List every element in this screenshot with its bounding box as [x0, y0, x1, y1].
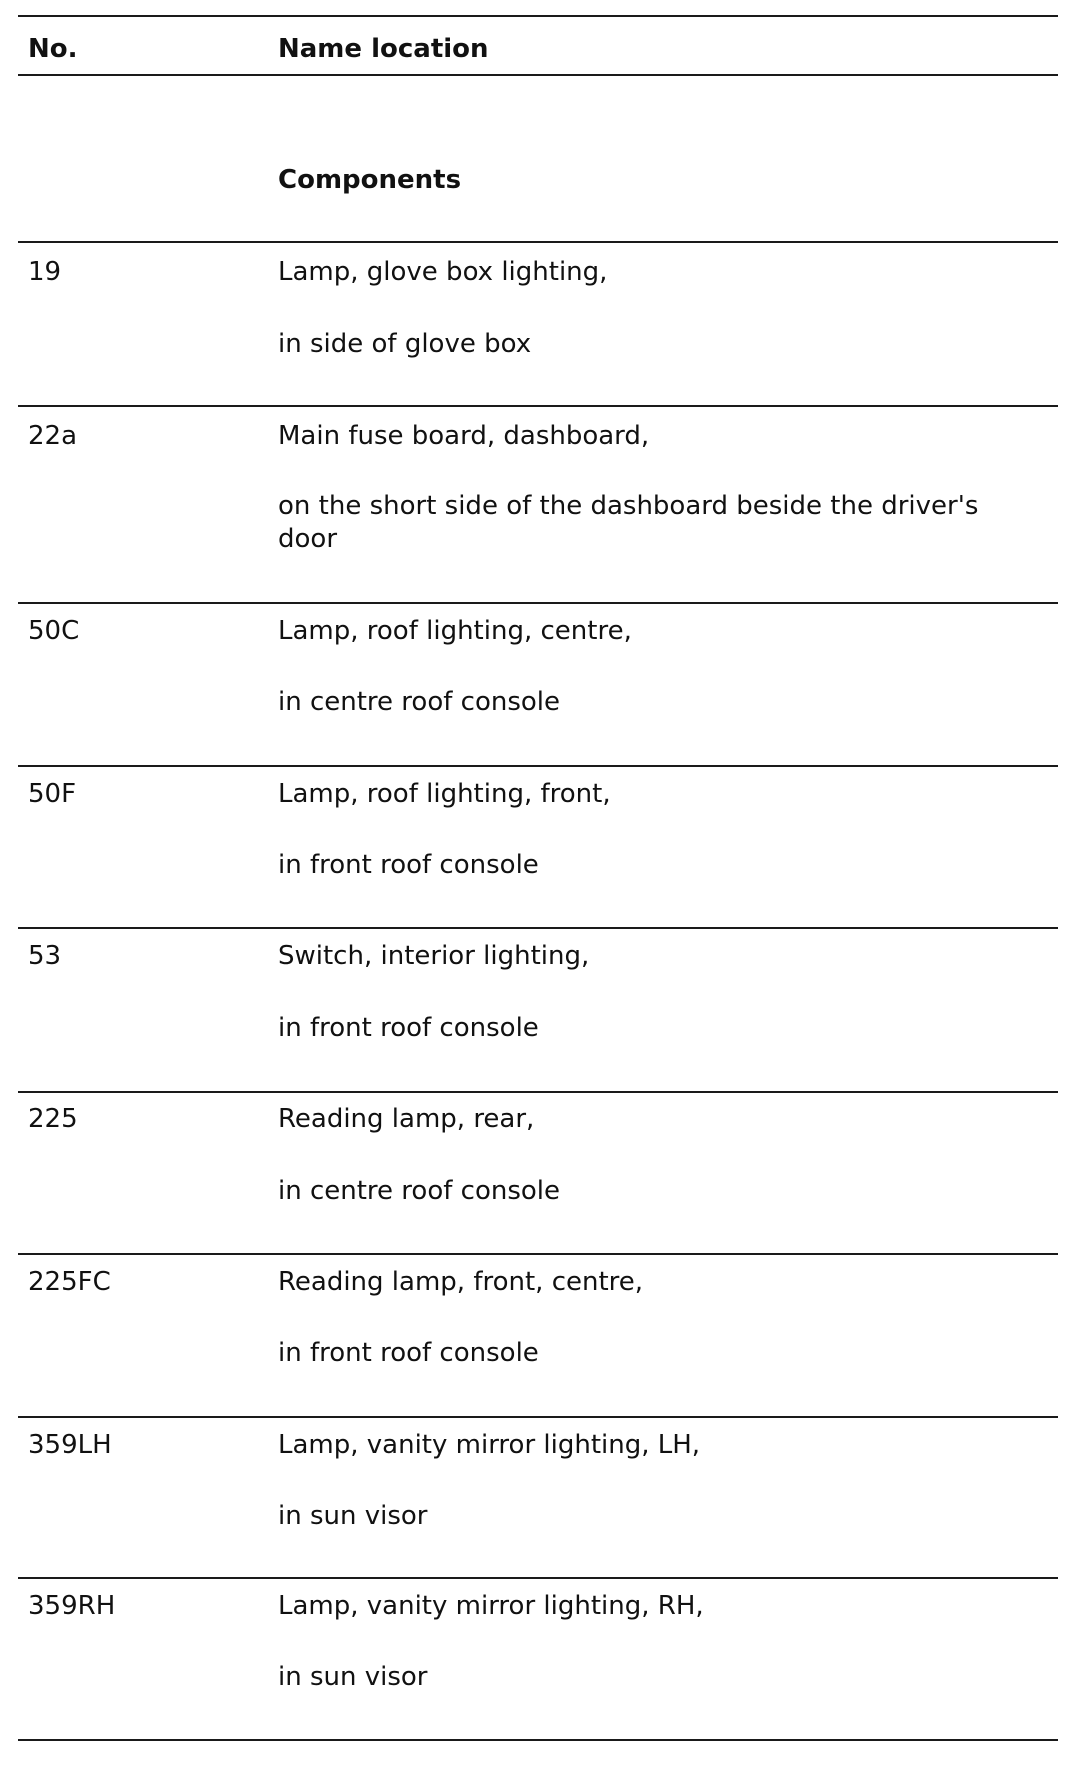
- row-rule: [18, 1091, 1058, 1093]
- row-component-name: Lamp, vanity mirror lighting, RH,: [278, 1591, 704, 1621]
- row-number: 225: [28, 1104, 78, 1134]
- row-number: 225FC: [28, 1267, 111, 1297]
- row-number: 53: [28, 941, 62, 971]
- row-rule: [18, 241, 1058, 243]
- row-component-name: Main fuse board, dashboard,: [278, 421, 650, 451]
- header-rule: [18, 74, 1058, 76]
- header-name-location: Name location: [278, 34, 489, 64]
- row-rule: [18, 602, 1058, 604]
- section-heading-components: Components: [278, 165, 462, 195]
- row-rule: [18, 927, 1058, 929]
- row-number: 359RH: [28, 1591, 116, 1621]
- row-component-name: Reading lamp, rear,: [278, 1104, 535, 1134]
- row-location: in centre roof console: [278, 1176, 561, 1206]
- row-location: in sun visor: [278, 1662, 428, 1692]
- row-location: on the short side of the dashboard beside the driver's door: [278, 491, 979, 554]
- row-number: 50F: [28, 779, 77, 809]
- row-rule: [18, 1577, 1058, 1579]
- row-location: in front roof console: [278, 1338, 539, 1368]
- row-location: in sun visor: [278, 1501, 428, 1531]
- row-component-name: Reading lamp, front, centre,: [278, 1267, 644, 1297]
- row-number: 50C: [28, 616, 80, 646]
- row-rule: [18, 1253, 1058, 1255]
- table-top-rule: [18, 15, 1058, 17]
- row-number: 359LH: [28, 1430, 112, 1460]
- row-component-name: Lamp, glove box lighting,: [278, 257, 608, 287]
- table-bottom-rule: [18, 1739, 1058, 1741]
- row-location: in side of glove box: [278, 329, 532, 359]
- row-rule: [18, 405, 1058, 407]
- row-component-name: Lamp, vanity mirror lighting, LH,: [278, 1430, 701, 1460]
- row-number: 19: [28, 257, 62, 287]
- row-location: in front roof console: [278, 1013, 539, 1043]
- row-number: 22a: [28, 421, 78, 451]
- row-rule: [18, 765, 1058, 767]
- row-location: in centre roof console: [278, 687, 561, 717]
- row-component-name: Lamp, roof lighting, front,: [278, 779, 611, 809]
- row-location: in front roof console: [278, 850, 539, 880]
- row-rule: [18, 1416, 1058, 1418]
- header-no: No.: [28, 34, 78, 64]
- row-component-name: Switch, interior lighting,: [278, 941, 590, 971]
- row-component-name: Lamp, roof lighting, centre,: [278, 616, 632, 646]
